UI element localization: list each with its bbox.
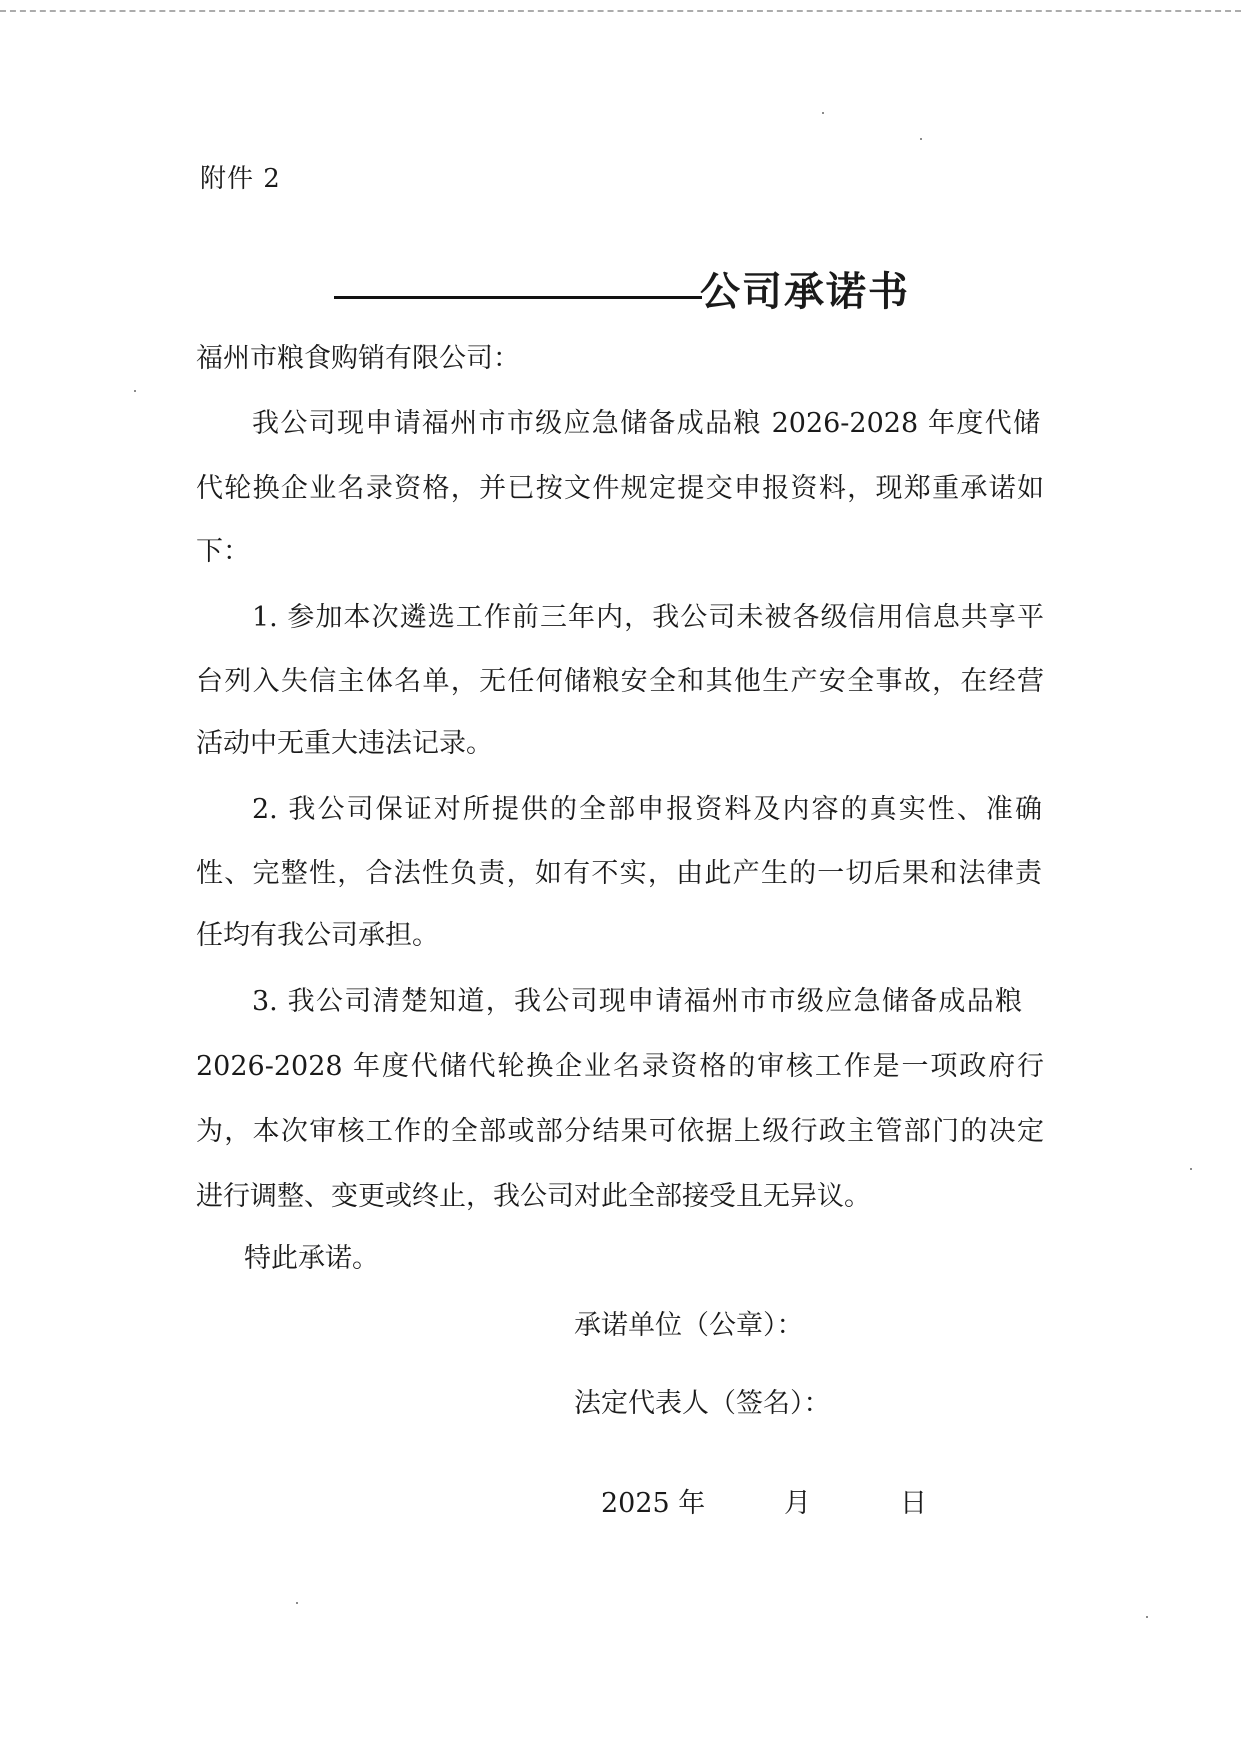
company-name-blank [334,296,702,299]
paragraph-line: 台列入失信主体名单，无任何储粮安全和其他生产安全事故，在经营 [196,666,1044,697]
paragraph-line: 3. 我公司清楚知道，我公司现申请福州市市级应急储备成品粮 [252,986,1022,1017]
scan-speck [822,112,824,114]
document-title: 公司承诺书 [700,268,910,315]
date-year: 2025 年 [601,1488,706,1519]
paragraph-line: 下： [196,536,250,567]
paragraph-line: 为，本次审核工作的全部或部分结果可依据上级行政主管部门的决定 [196,1116,1044,1147]
legal-representative-label: 法定代表人（签名）： [574,1388,831,1419]
scan-speck [920,138,922,140]
date-month: 月 [784,1488,811,1519]
paragraph-line: 2026-2028 年度代储代轮换企业名录资格的审核工作是一项政府行 [196,1051,1044,1082]
paragraph-line: 2. 我公司保证对所提供的全部申报资料及内容的真实性、准确 [252,794,1042,825]
paragraph-line: 任均有我公司承担。 [196,920,439,951]
paragraph-line: 活动中无重大违法记录。 [196,728,493,759]
scan-speck [296,1602,298,1604]
paragraph-line: 代轮换企业名录资格，并已按文件规定提交申报资料，现郑重承诺如 [196,473,1044,504]
paragraph-line: 进行调整、变更或终止，我公司对此全部接受且无异议。 [196,1181,871,1212]
scan-border-line [0,10,1241,12]
closing-statement: 特此承诺。 [244,1243,379,1274]
salutation: 福州市粮食购销有限公司： [196,343,520,374]
paragraph-line: 我公司现申请福州市市级应急储备成品粮 2026-2028 年度代储 [252,408,1040,439]
scan-speck [134,390,136,392]
paragraph-line: 1. 参加本次遴选工作前三年内，我公司未被各级信用信息共享平 [252,602,1044,633]
date-day: 日 [900,1488,927,1519]
attachment-label: 附件 2 [200,164,281,194]
paragraph-line: 性、完整性，合法性负责，如有不实，由此产生的一切后果和法律责 [196,858,1042,889]
scan-speck [1190,1168,1192,1170]
committing-unit-label: 承诺单位（公章）： [574,1310,804,1341]
scan-speck [1146,1616,1148,1618]
